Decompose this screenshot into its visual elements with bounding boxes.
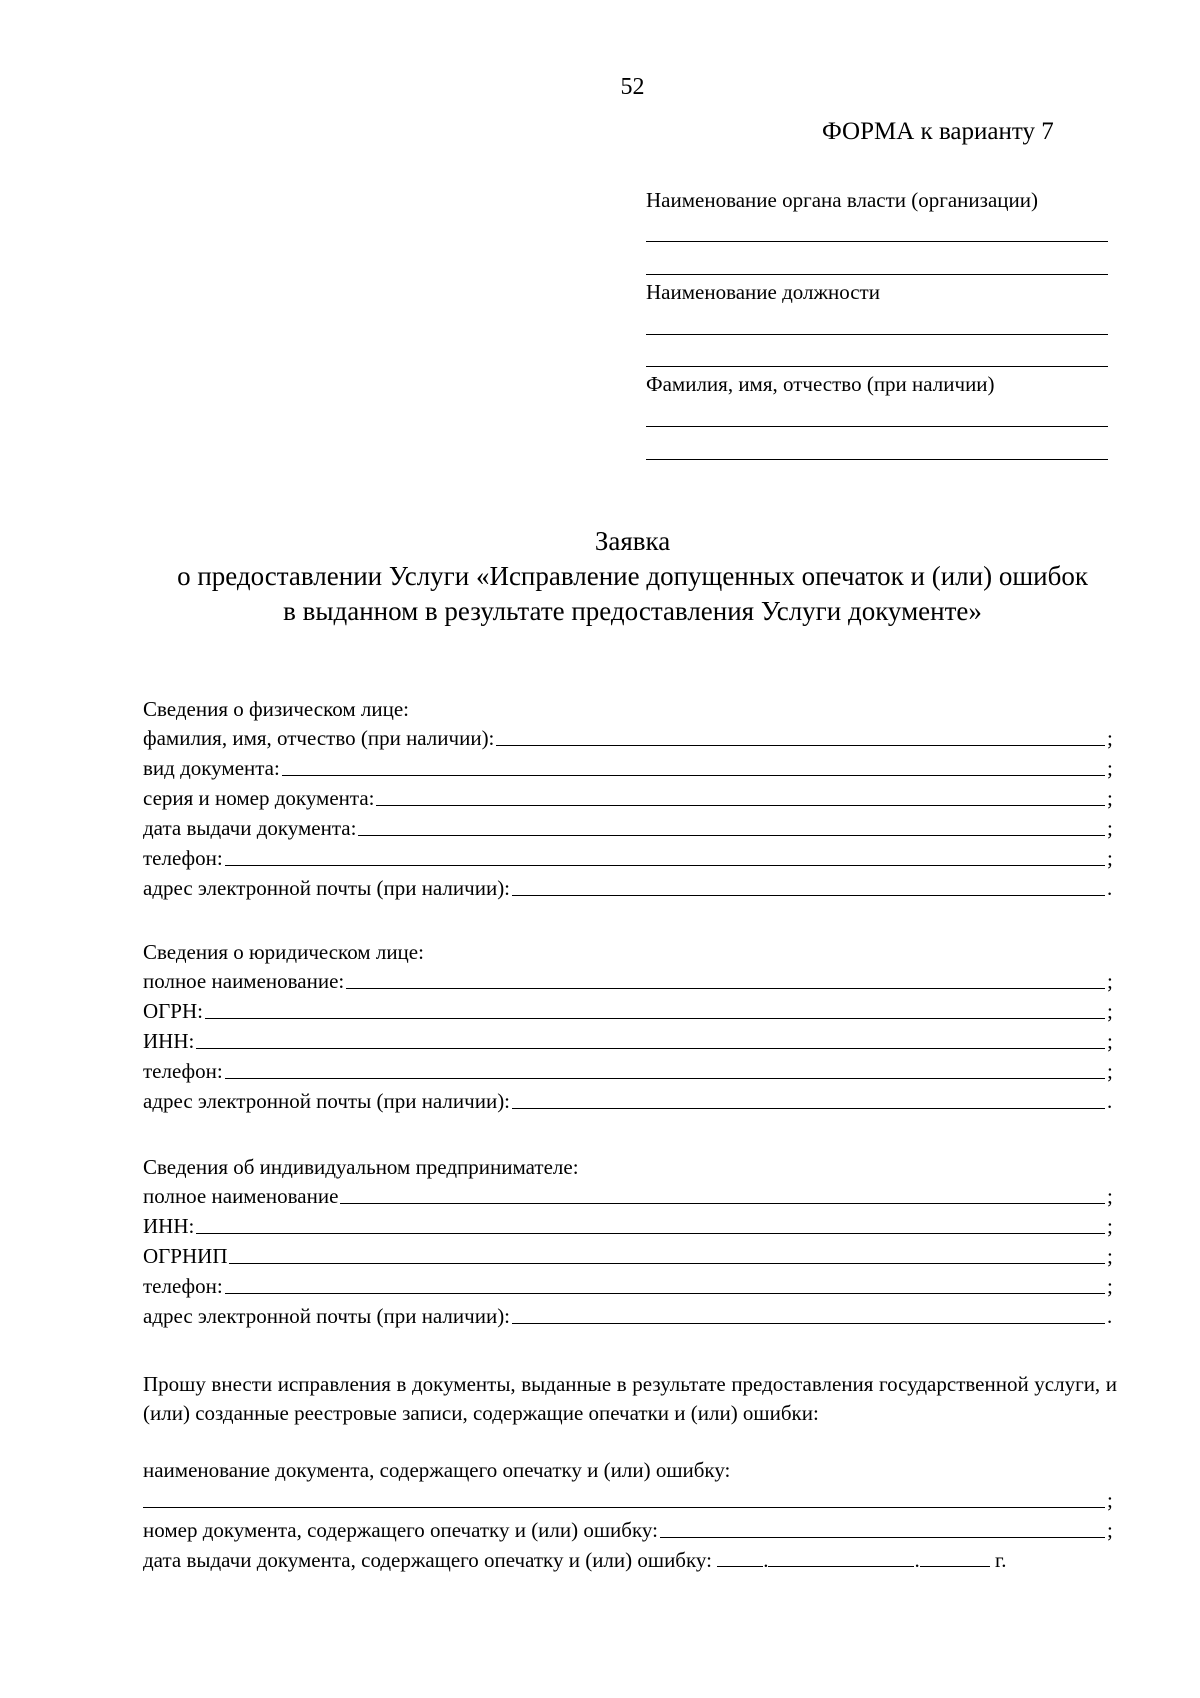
position-line-1[interactable]	[646, 334, 1108, 335]
field-label: ИНН:	[143, 1029, 195, 1053]
field-label: полное наименование:	[143, 969, 345, 993]
individual-full-name-field[interactable]	[143, 726, 1117, 751]
individual-doc-type-field[interactable]	[143, 756, 1117, 781]
field-label: дата выдачи документа, содержащего опечатку и (или) ошибку:	[143, 1548, 718, 1572]
legal-full-name-field[interactable]	[143, 969, 1117, 994]
input-line[interactable]	[196, 1216, 1105, 1234]
field-label: адрес электронной почты (при наличии):	[143, 1304, 511, 1328]
field-label: фамилия, имя, отчество (при наличии):	[143, 726, 495, 750]
field-end: ;	[1107, 1059, 1113, 1083]
entrepreneur-inn-field[interactable]	[143, 1214, 1117, 1239]
position-label: Наименование должности	[646, 280, 880, 304]
field-end: ;	[1107, 1488, 1113, 1512]
field-end: ;	[1107, 756, 1113, 780]
input-line[interactable]	[496, 728, 1105, 746]
field-end: ;	[1107, 726, 1113, 750]
field-end: ;	[1107, 816, 1113, 840]
field-end: ;	[1107, 1518, 1113, 1542]
field-end: ;	[1107, 846, 1113, 870]
doc-name-label: наименование документа, содержащего опечатку и (или) ошибку:	[143, 1458, 731, 1482]
legal-email-field[interactable]	[143, 1089, 1117, 1114]
field-end: .	[1107, 1304, 1113, 1328]
entrepreneur-full-name-field[interactable]	[143, 1184, 1117, 1209]
entrepreneur-email-field[interactable]	[143, 1304, 1117, 1329]
input-line[interactable]	[196, 1031, 1105, 1049]
input-line[interactable]	[229, 1246, 1105, 1264]
entrepreneur-phone-field[interactable]	[143, 1274, 1117, 1299]
year-input-line[interactable]	[920, 1549, 990, 1567]
input-line[interactable]	[225, 1276, 1105, 1294]
field-label: полное наименование	[143, 1184, 339, 1208]
input-line[interactable]	[376, 788, 1105, 806]
field-end: ;	[1107, 786, 1113, 810]
input-line[interactable]	[282, 758, 1105, 776]
input-line[interactable]	[205, 1001, 1105, 1019]
individual-phone-field[interactable]	[143, 846, 1117, 871]
org-name-line-1[interactable]	[646, 241, 1108, 242]
document-subtitle-line-1: о предоставлении Услуги «Исправление допущенных опечаток и (или) ошибок	[177, 561, 1088, 591]
field-label: ИНН:	[143, 1214, 195, 1238]
input-line[interactable]	[512, 878, 1105, 896]
org-name-line-2[interactable]	[646, 274, 1108, 275]
individual-heading: Сведения о физическом лице:	[143, 697, 409, 721]
input-line[interactable]	[512, 1306, 1105, 1324]
field-label: телефон:	[143, 846, 223, 870]
field-label: номер документа, содержащего опечатку и (или) ошибку:	[143, 1518, 658, 1542]
input-line[interactable]	[340, 1186, 1105, 1204]
date-separator: .	[914, 1548, 920, 1572]
form-label: ФОРМА к варианту 7	[822, 118, 1054, 145]
field-end: ;	[1107, 1244, 1113, 1268]
org-name-label: Наименование органа власти (организации)	[646, 188, 1038, 212]
field-end: ;	[1107, 1184, 1113, 1208]
field-label: телефон:	[143, 1274, 223, 1298]
legal-ogrn-field[interactable]	[143, 999, 1117, 1024]
full-name-line-1[interactable]	[646, 426, 1108, 427]
page-number: 52	[620, 74, 645, 100]
doc-name-field[interactable]	[143, 1488, 1117, 1513]
field-end: ;	[1107, 1274, 1113, 1298]
input-line[interactable]	[512, 1091, 1105, 1109]
input-line[interactable]	[346, 971, 1105, 989]
field-label: ОГРНИП	[143, 1244, 228, 1268]
entrepreneur-heading: Сведения об индивидуальном предпринимателе:	[143, 1155, 579, 1179]
input-line[interactable]	[358, 818, 1105, 836]
legal-entity-heading: Сведения о юридическом лице:	[143, 940, 424, 964]
input-line[interactable]	[225, 848, 1105, 866]
month-input-line[interactable]	[768, 1549, 914, 1567]
field-end: ;	[1107, 969, 1113, 993]
field-end: .	[1107, 1089, 1113, 1113]
field-label: ОГРН:	[143, 999, 203, 1023]
full-name-label: Фамилия, имя, отчество (при наличии)	[646, 372, 995, 396]
day-input-line[interactable]	[717, 1549, 763, 1567]
doc-number-field[interactable]	[143, 1518, 1117, 1543]
field-end: ;	[1107, 1029, 1113, 1053]
full-name-line-2[interactable]	[646, 459, 1108, 460]
field-label: адрес электронной почты (при наличии):	[143, 876, 511, 900]
input-line[interactable]	[143, 1490, 1105, 1508]
field-end: .	[1107, 876, 1113, 900]
individual-email-field[interactable]	[143, 876, 1117, 901]
field-label: вид документа:	[143, 756, 280, 780]
entrepreneur-ogrnip-field[interactable]	[143, 1244, 1117, 1269]
field-label: серия и номер документа:	[143, 786, 375, 810]
year-suffix: г.	[989, 1548, 1007, 1572]
field-label: дата выдачи документа:	[143, 816, 357, 840]
field-end: ;	[1107, 999, 1113, 1023]
input-line[interactable]	[660, 1520, 1105, 1538]
position-line-2[interactable]	[646, 366, 1108, 367]
field-label: телефон:	[143, 1059, 223, 1083]
input-line[interactable]	[225, 1061, 1105, 1079]
document-subtitle-line-2: в выданном в результате предоставления Услуги документе»	[283, 596, 982, 626]
doc-date-field[interactable]	[143, 1548, 1006, 1573]
legal-phone-field[interactable]	[143, 1059, 1117, 1084]
field-label: адрес электронной почты (при наличии):	[143, 1089, 511, 1113]
individual-doc-number-field[interactable]	[143, 786, 1117, 811]
field-end: ;	[1107, 1214, 1113, 1238]
legal-inn-field[interactable]	[143, 1029, 1117, 1054]
date-separator: .	[763, 1548, 769, 1572]
individual-doc-date-field[interactable]	[143, 816, 1117, 841]
document-title: Заявка	[594, 526, 671, 556]
request-paragraph: Прошу внести исправления в документы, выданные в результате предоставления государственной услуги, и (или) созданные реестровые записи, содержащие опечатки и (или) ошибки:	[143, 1372, 1117, 1425]
